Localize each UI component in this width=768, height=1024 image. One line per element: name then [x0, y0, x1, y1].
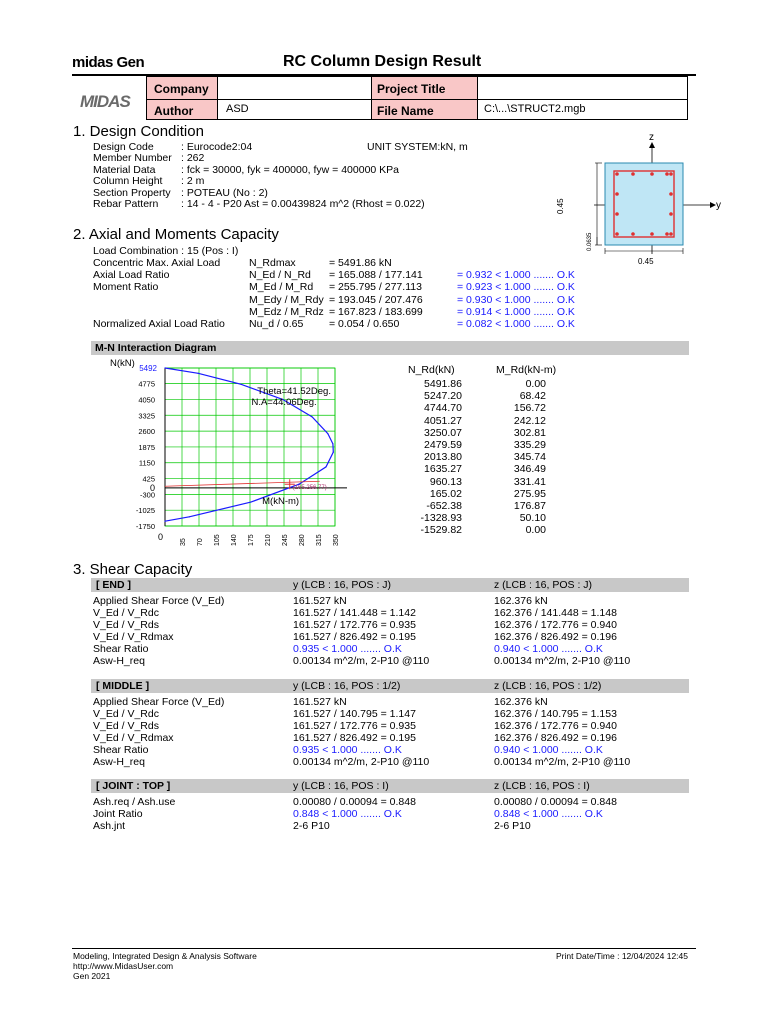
shear-row-label: Applied Shear Force (V_Ed)	[93, 696, 225, 708]
project-title-label: Project Title	[377, 82, 446, 96]
mn-table-m: 331.41	[513, 475, 546, 488]
midas-logo-icon	[72, 76, 146, 120]
mn-table	[400, 364, 600, 537]
shear-row	[93, 655, 693, 667]
mn-table-row	[400, 524, 600, 536]
shear-row-z: 162.376 / 826.492 = 0.196	[494, 631, 617, 643]
page-title: RC Column Design Result	[283, 53, 482, 70]
shear-row-y: 2-6 P10	[293, 820, 330, 832]
midas-logo-text: MIDAS	[80, 92, 130, 111]
shear-row-z: 162.376 kN	[494, 696, 548, 708]
file-name-label: File Name	[377, 104, 434, 118]
design-condition-label: Material Data	[93, 163, 156, 176]
axial-row-check: = 0.932 < 1.000 ....... O.K	[457, 269, 575, 282]
mn-table-n: -652.38	[426, 499, 462, 512]
shear-row	[93, 595, 693, 607]
design-condition-row	[93, 187, 613, 198]
mn-table-header-n: N_Rd(kN)	[408, 364, 455, 376]
author-label: Author	[154, 104, 194, 118]
chart-y-tick-label: 1875	[138, 442, 155, 452]
shear-row-z: 2-6 P10	[494, 820, 531, 832]
shear-row-z: 0.940 < 1.000 ....... O.K	[494, 744, 603, 756]
axial-row-label: Moment Ratio	[93, 281, 159, 294]
shear-row	[93, 619, 693, 631]
design-condition-label: Member Number	[93, 152, 172, 165]
axial-row-value: = 5491.86 kN	[329, 257, 392, 269]
shear-block-col-z: z (LCB : 16, POS : I)	[494, 780, 590, 792]
section-axial-heading: 2. Axial and Moments Capacity	[73, 226, 279, 243]
mn-table-n: 5491.86	[424, 378, 462, 390]
mn-table-row	[400, 500, 600, 512]
mn-table-m: 0.00	[525, 524, 546, 537]
shear-block-title: [ JOINT : TOP ]	[96, 780, 171, 792]
chart-y-tick-label: 3325	[138, 411, 155, 421]
shear-row-z: 0.00134 m^2/m, 2-P10 @110	[494, 655, 631, 667]
chart-theta-label: Theta=41.52Deg.	[257, 386, 331, 398]
mn-table-n: 2479.59	[424, 438, 462, 451]
shear-row-label: Asw-H_req	[93, 655, 145, 667]
shear-row-label: Shear Ratio	[93, 643, 149, 655]
shear-block-title: [ END ]	[96, 579, 131, 591]
axial-row-check: = 0.082 < 1.000 ....... O.K	[457, 317, 575, 330]
design-condition-value: : fck = 30000, fyk = 400000, fyw = 400000 KPa	[181, 163, 400, 176]
chart-m-axis-label: M(kN-m)	[262, 495, 300, 507]
print-datetime: Print Date/Time : 12/04/2024 12:45	[556, 951, 688, 961]
design-condition-value: : 14 - 4 - P20 Ast = 0.00439824 m^2 (Rhost = 0.022)	[181, 197, 425, 210]
section-width-label: 0.45	[638, 257, 654, 266]
shear-row-y: 161.527 / 140.795 = 1.147	[293, 708, 416, 720]
chart-y-tick-label: 4050	[138, 395, 155, 405]
chart-y-tick-label: -1750	[135, 522, 155, 531]
chart-x-tick-label: 140	[231, 534, 238, 546]
shear-row	[93, 820, 693, 832]
shear-row-y: 0.00080 / 0.00094 = 0.848	[293, 796, 416, 808]
shear-row-z: 0.940 < 1.000 ....... O.K	[494, 643, 603, 655]
axial-row-expr: M_Edy / M_Rdy	[249, 293, 324, 306]
mn-table-m: 335.29	[513, 438, 546, 451]
chart-data-point	[198, 373, 199, 374]
header-table	[146, 76, 688, 120]
shear-row-y: 0.848 < 1.000 ....... O.K	[293, 808, 402, 820]
shear-row-z: 162.376 / 172.776 = 0.940	[494, 720, 617, 732]
mn-table-n: 5247.20	[424, 390, 462, 403]
axial-row-expr: N_Rdmax	[249, 257, 296, 269]
shear-row-label: Ash.jnt	[93, 820, 126, 832]
design-condition-row	[93, 175, 613, 186]
axial-row-value: = 0.054 / 0.650	[329, 317, 400, 330]
mn-table-m: 0.00	[525, 378, 546, 390]
mn-table-m: 50.10	[519, 512, 546, 525]
design-condition-value: : POTEAU (No : 2)	[181, 186, 268, 199]
chart-data-point	[241, 384, 242, 385]
shear-block-bar	[91, 578, 689, 592]
brand-name: midas Gen	[72, 54, 145, 71]
axial-row-label: Concentric Max. Axial Load	[93, 257, 221, 269]
company-label: Company	[154, 82, 209, 96]
shear-row-label: V_Ed / V_Rdmax	[93, 732, 174, 744]
mn-table-n: 3250.07	[424, 426, 462, 439]
chart-x-tick-label: 35	[180, 538, 187, 546]
mn-table-m: 156.72	[513, 402, 546, 415]
mn-table-m: 345.74	[513, 451, 546, 464]
shear-row-z: 162.376 / 172.776 = 0.940	[494, 619, 617, 631]
axial-row-check: = 0.930 < 1.000 ....... O.K	[457, 293, 575, 306]
shear-block-bar	[91, 779, 689, 793]
design-condition-row	[93, 198, 613, 209]
design-condition-value: : Eurocode2:04	[181, 141, 253, 153]
chart-data-point	[333, 452, 334, 453]
author-value: ASD	[226, 103, 249, 115]
shear-row-label: Ash.req / Ash.use	[93, 796, 176, 808]
chart-y-tick-label: 2600	[138, 427, 155, 437]
chart-data-point	[189, 516, 190, 517]
mn-table-n: 165.02	[429, 487, 462, 500]
shear-row-z: 162.376 / 141.448 = 1.148	[494, 607, 617, 619]
design-condition-label: Section Property	[93, 186, 171, 199]
shear-row	[93, 796, 693, 808]
chart-n-axis-label: N(kN)	[110, 358, 135, 369]
shear-row-z: 0.848 < 1.000 ....... O.K	[494, 808, 603, 820]
chart-y-tick-label: 4775	[138, 379, 155, 389]
shear-row	[93, 756, 693, 768]
axial-row	[93, 269, 693, 281]
shear-row-label: V_Ed / V_Rdmax	[93, 631, 174, 643]
axial-row-label: Axial Load Ratio	[93, 269, 170, 282]
mn-table-row	[400, 512, 600, 524]
section-height-label: 0.45	[556, 198, 565, 214]
shear-row	[93, 808, 693, 820]
column-section-diagram	[552, 128, 728, 268]
chart-top-value: 5492	[139, 364, 157, 373]
design-condition-row	[93, 141, 613, 152]
mn-table-row	[400, 476, 600, 488]
mn-table-m: 346.49	[513, 463, 546, 476]
shear-row-y: 0.935 < 1.000 ....... O.K	[293, 744, 402, 756]
chart-point-label: (165.256.77)	[292, 485, 327, 492]
shear-block-col-y: y (LCB : 16, POS : I)	[293, 780, 389, 792]
chart-x-tick-label: 210	[265, 534, 272, 546]
shear-row-z: 162.376 kN	[494, 595, 548, 607]
logo-box	[72, 76, 146, 120]
shear-row-y: 161.527 kN	[293, 696, 347, 708]
mn-table-m: 302.81	[513, 426, 546, 439]
mn-table-m: 68.42	[519, 390, 546, 403]
axial-row-value: = 193.045 / 207.476	[329, 293, 423, 306]
y-axis-label: y	[716, 200, 721, 211]
axial-row	[93, 294, 693, 306]
shear-block-bar	[91, 679, 689, 693]
section-shear-heading: 3. Shear Capacity	[73, 561, 193, 578]
mn-table-header-m: M_Rd(kN-m)	[496, 364, 557, 376]
axial-row	[93, 257, 693, 269]
chart-data-point	[250, 501, 251, 502]
shear-row-z: 0.00080 / 0.00094 = 0.848	[494, 796, 617, 808]
chart-na-label: N.A=44.06Deg.	[251, 396, 317, 408]
mn-table-row	[400, 415, 600, 427]
mn-table-n: 4744.70	[424, 402, 462, 415]
shear-block-col-y: y (LCB : 16, POS : J)	[293, 579, 392, 591]
shear-row	[93, 631, 693, 643]
shear-row-y: 161.527 / 172.776 = 0.935	[293, 720, 416, 732]
shear-row-z: 162.376 / 140.795 = 1.153	[494, 708, 617, 720]
axial-row-value: = 255.795 / 277.113	[329, 281, 422, 294]
mn-table-m: 242.12	[513, 414, 546, 427]
shear-row-y: 161.527 kN	[293, 595, 347, 607]
mn-table-row	[400, 463, 600, 475]
chart-x-tick-label: 105	[214, 534, 221, 546]
shear-block-col-z: z (LCB : 16, POS : 1/2)	[494, 680, 602, 692]
mn-table-n: 4051.27	[424, 414, 462, 427]
shear-block-col-z: z (LCB : 16, POS : J)	[494, 579, 593, 591]
mn-table-n: 2013.80	[424, 451, 462, 464]
axial-row	[93, 281, 693, 293]
chart-data-point	[325, 466, 326, 467]
shear-block-title: [ MIDDLE ]	[96, 680, 150, 692]
load-combination: Load Combination : 15 (Pos : I)	[93, 245, 239, 257]
mn-table-row	[400, 427, 600, 439]
mn-table-row	[400, 451, 600, 463]
shear-row	[93, 696, 693, 708]
mn-table-row	[400, 378, 600, 390]
shear-row	[93, 643, 693, 655]
axial-row	[93, 306, 693, 318]
axial-row-expr: M_Edz / M_Rdz	[249, 305, 324, 318]
chart-x-tick-label: 175	[248, 534, 255, 546]
shear-row-y: 0.00134 m^2/m, 2-P10 @110	[293, 756, 430, 768]
design-condition-label: Column Height	[93, 175, 163, 188]
shear-row-label: V_Ed / V_Rds	[93, 720, 159, 732]
mn-table-n: -1529.82	[420, 524, 462, 537]
design-condition-list	[93, 141, 613, 209]
mn-table-n: -1328.93	[420, 512, 462, 525]
mn-diagram-title: M-N Interaction Diagram	[95, 342, 217, 354]
axial-row-value: = 165.088 / 177.141	[329, 269, 423, 282]
mn-table-n: 1635.27	[424, 463, 462, 476]
shear-row-label: V_Ed / V_Rds	[93, 619, 159, 631]
mn-diagram-bar	[91, 341, 689, 355]
chart-y-tick-label: -1025	[135, 506, 155, 516]
chart-y-tick-label: -300	[139, 490, 155, 500]
shear-row-y: 161.527 / 826.492 = 0.195	[293, 732, 416, 744]
shear-row-label: V_Ed / V_Rdc	[93, 607, 159, 619]
shear-row-y: 161.527 / 141.448 = 1.142	[293, 607, 416, 619]
axial-row-check: = 0.914 < 1.000 ....... O.K	[457, 305, 575, 318]
design-condition-label: Design Code	[93, 141, 154, 153]
chart-data-point	[164, 521, 165, 522]
shear-row-z: 162.376 / 826.492 = 0.196	[494, 732, 617, 744]
footer-rule	[72, 948, 696, 949]
mn-table-row	[400, 402, 600, 414]
shear-row	[93, 607, 693, 619]
shear-row	[93, 732, 693, 744]
shear-block-rows	[93, 696, 693, 768]
mn-table-row	[400, 488, 600, 500]
chart-y-tick-label: 0	[149, 482, 155, 493]
axial-row	[93, 318, 693, 330]
cover-label: 0.0635	[587, 232, 593, 251]
shear-row-label: Asw-H_req	[93, 756, 145, 768]
mn-table-row	[400, 390, 600, 402]
axial-row-label: Normalized Axial Load Ratio	[93, 317, 225, 330]
design-condition-row	[93, 164, 613, 175]
axial-row-value: = 167.823 / 183.699	[329, 305, 423, 318]
axial-row-expr: M_Ed / M_Rd	[249, 281, 314, 294]
mn-table-row	[400, 439, 600, 451]
chart-x-tick-label: 350	[333, 534, 340, 546]
chart-x-tick-label: 245	[282, 534, 289, 546]
axial-rows	[93, 257, 693, 337]
mn-table-m: 275.95	[513, 487, 546, 500]
shear-row	[93, 720, 693, 732]
shear-row-y: 0.935 < 1.000 ....... O.K	[293, 643, 402, 655]
shear-row-y: 0.00134 m^2/m, 2-P10 @110	[293, 655, 430, 667]
shear-row	[93, 744, 693, 756]
shear-row-label: Applied Shear Force (V_Ed)	[93, 595, 225, 607]
chart-x-tick-label: 280	[299, 534, 306, 546]
design-condition-value: : 262	[181, 152, 205, 165]
mn-interaction-chart	[90, 358, 390, 548]
design-condition-label: Rebar Pattern	[93, 197, 159, 210]
shear-row-y: 161.527 / 826.492 = 0.195	[293, 631, 416, 643]
section-design-condition-heading: 1. Design Condition	[73, 123, 204, 140]
footer-version: Gen 2021	[73, 971, 111, 981]
chart-x-tick-label: 70	[197, 538, 204, 546]
chart-y-tick-label: 1150	[138, 458, 155, 468]
chart-x-tick-label: 315	[316, 534, 323, 546]
chart-data-point	[311, 416, 312, 417]
shear-block-rows	[93, 796, 693, 832]
chart-data-point	[327, 433, 328, 434]
shear-row-label: Joint Ratio	[93, 808, 143, 820]
shear-row-z: 0.00134 m^2/m, 2-P10 @110	[494, 756, 631, 768]
shear-row-label: Shear Ratio	[93, 744, 149, 756]
design-condition-value: : 2 m	[181, 175, 205, 188]
footer-link[interactable]: http://www.MidasUser.com	[73, 961, 174, 971]
footer-software: Modeling, Integrated Design & Analysis Software	[73, 951, 257, 961]
chart-y-tick-label: 425	[142, 474, 155, 484]
axial-row-check: = 0.923 < 1.000 ....... O.K	[457, 281, 575, 294]
axial-row-expr: Nu_d / 0.65	[249, 317, 304, 330]
shear-block-col-y: y (LCB : 16, POS : 1/2)	[293, 680, 401, 692]
chart-data-point	[164, 367, 165, 368]
shear-block-rows	[93, 595, 693, 667]
z-axis-label: z	[649, 132, 654, 143]
file-name-value: C:\...\STRUCT2.mgb	[484, 103, 586, 115]
shear-row-y: 161.527 / 172.776 = 0.935	[293, 619, 416, 631]
design-condition-row	[93, 152, 613, 163]
shear-row	[93, 708, 693, 720]
mn-table-n: 960.13	[429, 475, 462, 488]
axial-row-expr: N_Ed / N_Rd	[249, 269, 311, 282]
chart-x-tick-label: 0	[157, 532, 163, 542]
chart-data-point	[332, 443, 333, 444]
mn-table-m: 176.87	[513, 499, 546, 512]
shear-row-label: V_Ed / V_Rdc	[93, 708, 159, 720]
unit-system: UNIT SYSTEM:kN, m	[367, 141, 468, 153]
